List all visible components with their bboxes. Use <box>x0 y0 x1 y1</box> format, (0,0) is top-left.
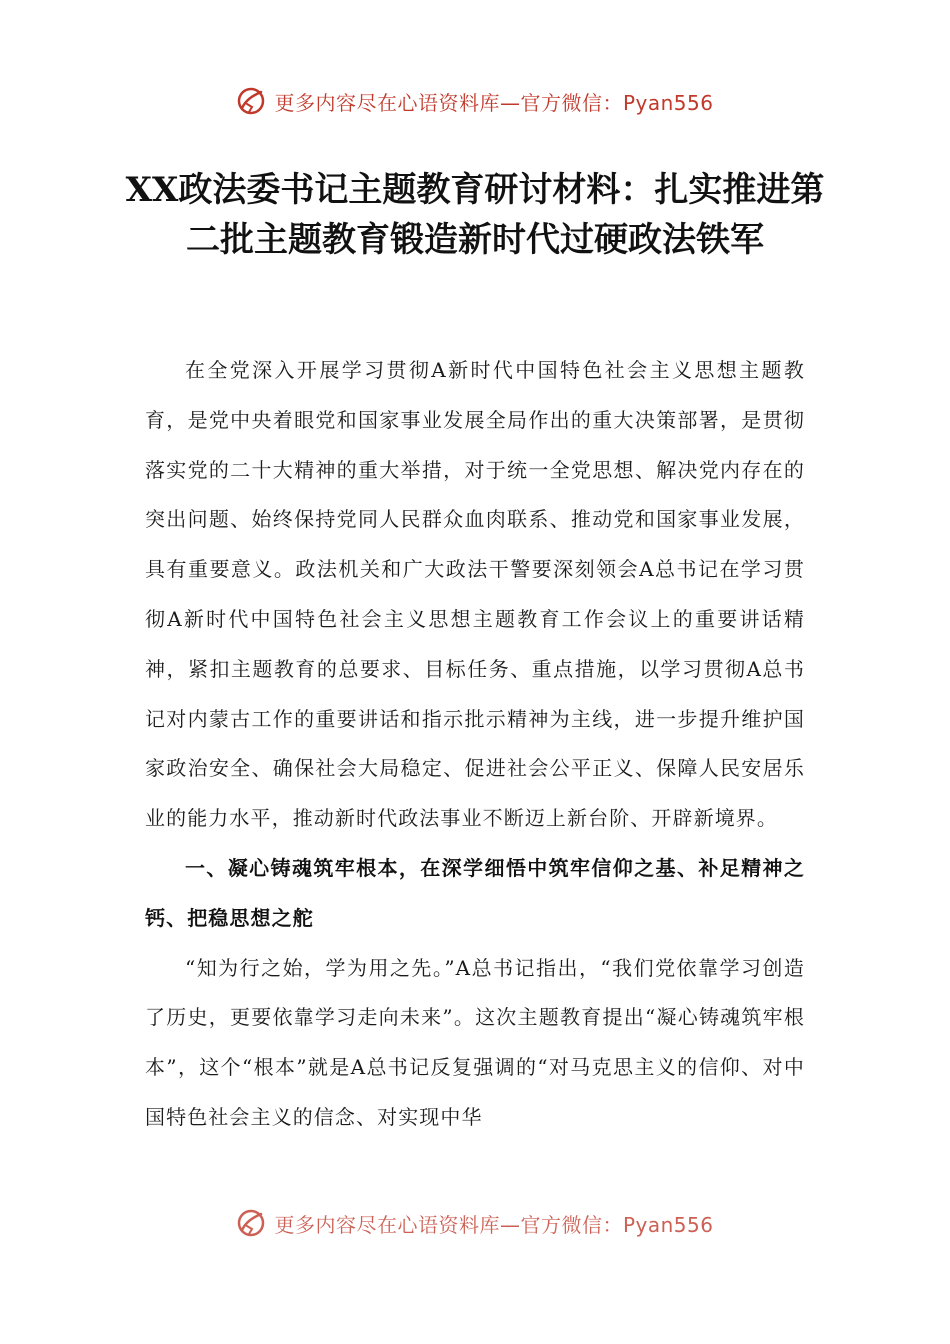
section-heading-1: 一、凝心铸魂筑牢根本，在深学细悟中筑牢信仰之基、补足精神之钙、把稳思想之舵 <box>145 855 805 930</box>
watermark-text: 更多内容尽在心语资料库—官方微信：Pyan556 <box>274 1212 714 1237</box>
watermark-header <box>0 86 950 116</box>
intro-paragraph: 在全党深入开展学习贯彻A新时代中国特色社会主义思想主题教育，是党中央着眼党和国家事业发展全局作出的重大决策部署，是贯彻落实党的二十大精神的重大举措，对于统一全党思想、解决党内存在的突出问题、始终保持党同人民群众血肉联系、推动党和国家事业发展，具有重要意义。政法机关和广大政法干警要深刻领会A总书记在学习贯彻A新时代中国特色社会主义思想主题教育工作会议上的重要讲话精神，紧扣主题教育的总要求、目标任务、重点措施，以学习贯彻A总书记对内蒙古工作的重要讲话和指示批示精神为主线，进一步提升维护国家政治安全、确保社会大局稳定、促进社会公平正义、保障人民安居乐业的能力水平，推动新时代政法事业不断迈上新台阶、开辟新境界。 <box>145 358 805 831</box>
watermark-logo-icon <box>236 1208 266 1238</box>
watermark-footer <box>0 1208 950 1238</box>
document-title: XX政法委书记主题教育研讨材料：扎实推进第二批主题教育锻造新时代过硬政法铁军 <box>125 169 825 260</box>
watermark-text: 更多内容尽在心语资料库—官方微信：Pyan556 <box>274 90 714 115</box>
section-paragraph-1: “知为行之始，学为用之先。”A总书记指出，“我们党依靠学习创造了历史，更要依靠学习走向未来”。这次主题教育提出“凝心铸魂筑牢根本”，这个“根本”就是A总书记反复强调的“对马克思主义的信仰、对中国特色社会主义的信念、对实现中华 <box>145 955 805 1129</box>
document-body <box>145 346 805 1143</box>
watermark-logo-icon <box>236 86 266 116</box>
